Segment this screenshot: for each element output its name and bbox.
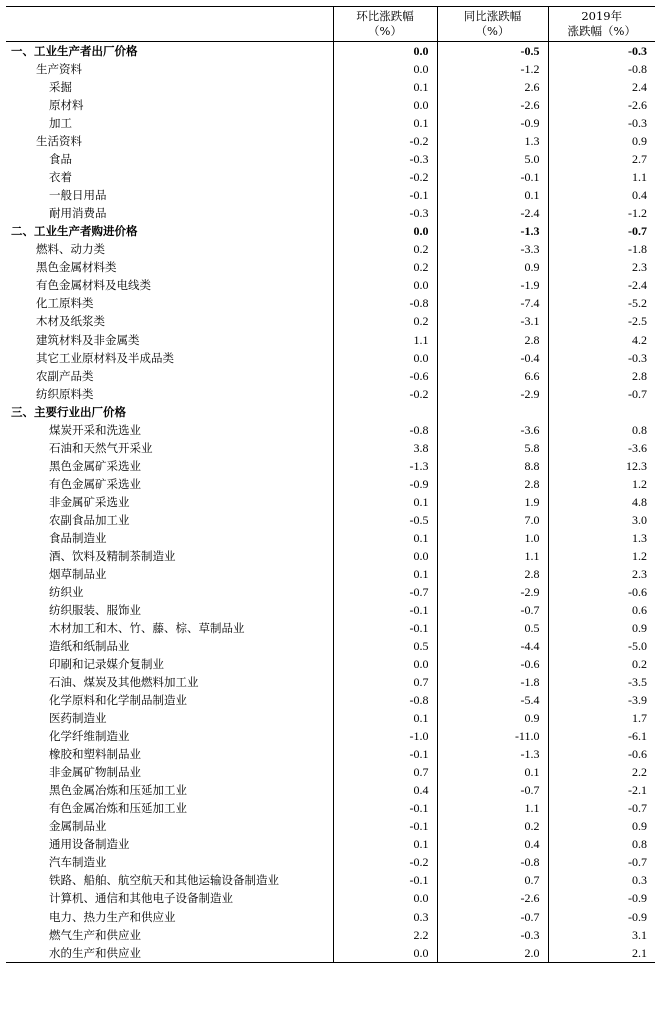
mom-value: 0.0 <box>333 889 437 907</box>
yoy-value: 1.0 <box>437 529 548 547</box>
mom-value: -0.8 <box>333 691 437 709</box>
table-body <box>6 42 655 963</box>
y2019-value: 3.1 <box>548 926 655 944</box>
table-row <box>6 637 655 655</box>
table-row <box>6 114 655 132</box>
table-row <box>6 529 655 547</box>
table-row <box>6 944 655 963</box>
mom-value: 0.0 <box>333 944 437 963</box>
mom-value: -0.1 <box>333 799 437 817</box>
y2019-value: 0.2 <box>548 655 655 673</box>
row-label: 化工原料类 <box>36 296 94 311</box>
yoy-value: -2.9 <box>437 385 548 403</box>
y2019-value: -0.7 <box>548 853 655 871</box>
y2019-value: 0.3 <box>548 871 655 889</box>
row-label: 加工 <box>49 116 72 131</box>
y2019-value: 1.2 <box>548 475 655 493</box>
yoy-value: -2.4 <box>437 204 548 222</box>
row-label: 建筑材料及非金属类 <box>36 332 140 347</box>
y2019-value: -0.7 <box>548 799 655 817</box>
yoy-value: -3.3 <box>437 240 548 258</box>
table-row <box>6 709 655 727</box>
y2019-value: -0.3 <box>548 114 655 132</box>
row-label: 非金属矿物制品业 <box>49 765 141 780</box>
y2019-value: -3.6 <box>548 439 655 457</box>
row-label: 其它工业原材料及半成品类 <box>36 350 174 365</box>
y2019-value: 1.2 <box>548 547 655 565</box>
table-row <box>6 457 655 475</box>
y2019-value: 2.7 <box>548 150 655 168</box>
table-row <box>6 619 655 637</box>
mom-value: -0.7 <box>333 583 437 601</box>
y2019-value: -2.1 <box>548 781 655 799</box>
mom-value: -0.2 <box>333 853 437 871</box>
mom-value: -0.1 <box>333 619 437 637</box>
y2019-value: -0.3 <box>548 42 655 61</box>
table-row <box>6 547 655 565</box>
yoy-value: 1.1 <box>437 799 548 817</box>
mom-value: 0.0 <box>333 276 437 294</box>
mom-value: 0.0 <box>333 655 437 673</box>
table-row <box>6 727 655 745</box>
table-row <box>6 294 655 312</box>
mom-value: 0.4 <box>333 781 437 799</box>
table-row <box>6 745 655 763</box>
row-label: 汽车制造业 <box>49 855 107 870</box>
yoy-value: 1.9 <box>437 493 548 511</box>
yoy-value: 1.3 <box>437 132 548 150</box>
mom-value: -0.1 <box>333 871 437 889</box>
y2019-value: 0.9 <box>548 817 655 835</box>
yoy-value: 0.1 <box>437 186 548 204</box>
row-label: 食品制造业 <box>49 530 107 545</box>
mom-value: 0.2 <box>333 240 437 258</box>
yoy-value: 5.8 <box>437 439 548 457</box>
mom-value: 0.7 <box>333 673 437 691</box>
row-label: 有色金属矿采选业 <box>49 476 141 491</box>
row-label: 生活资料 <box>36 134 82 149</box>
header-mom-line2: （%） <box>368 24 402 38</box>
row-label: 燃气生产和供应业 <box>49 927 141 942</box>
y2019-value: -6.1 <box>548 727 655 745</box>
y2019-value: 2.1 <box>548 944 655 963</box>
row-label: 非金属矿采选业 <box>49 494 130 509</box>
y2019-value: 2.8 <box>548 367 655 385</box>
yoy-value: 7.0 <box>437 511 548 529</box>
yoy-value: -0.7 <box>437 908 548 926</box>
y2019-value: -5.0 <box>548 637 655 655</box>
yoy-value: -1.9 <box>437 276 548 294</box>
table-row <box>6 655 655 673</box>
yoy-value: -11.0 <box>437 727 548 745</box>
y2019-value: 1.7 <box>548 709 655 727</box>
yoy-value: -0.8 <box>437 853 548 871</box>
table-row <box>6 204 655 222</box>
yoy-value: -0.6 <box>437 655 548 673</box>
row-label: 橡胶和塑料制品业 <box>49 747 141 762</box>
mom-value: 0.0 <box>333 349 437 367</box>
row-label: 农副产品类 <box>36 368 94 383</box>
mom-value: 0.1 <box>333 78 437 96</box>
row-label: 采掘 <box>49 80 72 95</box>
y2019-value: 2.4 <box>548 78 655 96</box>
yoy-value: 0.1 <box>437 763 548 781</box>
row-label: 酒、饮料及精制茶制造业 <box>49 548 176 563</box>
row-label: 有色金属材料及电线类 <box>36 278 151 293</box>
row-label: 烟草制品业 <box>49 566 107 581</box>
mom-value: -0.5 <box>333 511 437 529</box>
yoy-value: -1.3 <box>437 745 548 763</box>
mom-value: -0.2 <box>333 168 437 186</box>
mom-value: 0.1 <box>333 835 437 853</box>
table-row <box>6 150 655 168</box>
mom-value: 3.8 <box>333 439 437 457</box>
mom-value: 0.3 <box>333 908 437 926</box>
y2019-value: -2.4 <box>548 276 655 294</box>
row-label: 一、工业生产者出厂价格 <box>11 44 138 59</box>
row-label: 计算机、通信和其他电子设备制造业 <box>49 891 233 906</box>
yoy-value: 2.8 <box>437 331 548 349</box>
mom-value: -0.1 <box>333 745 437 763</box>
y2019-value: 0.4 <box>548 186 655 204</box>
table-row <box>6 276 655 294</box>
table-row <box>6 601 655 619</box>
mom-value: 0.0 <box>333 222 437 240</box>
yoy-value: -1.3 <box>437 222 548 240</box>
table-row <box>6 367 655 385</box>
row-label: 有色金属冶炼和压延加工业 <box>49 801 187 816</box>
table-row <box>6 331 655 349</box>
table-row <box>6 421 655 439</box>
mom-value: -0.6 <box>333 367 437 385</box>
y2019-value <box>548 403 655 421</box>
yoy-value: 2.0 <box>437 944 548 963</box>
yoy-value: -1.2 <box>437 60 548 78</box>
yoy-value: -0.4 <box>437 349 548 367</box>
y2019-value: 2.3 <box>548 565 655 583</box>
mom-value: 0.1 <box>333 493 437 511</box>
table-row <box>6 871 655 889</box>
mom-value: 0.1 <box>333 709 437 727</box>
table-row <box>6 799 655 817</box>
mom-value: -1.3 <box>333 457 437 475</box>
table-row <box>6 493 655 511</box>
y2019-value: -2.6 <box>548 96 655 114</box>
row-label: 化学纤维制造业 <box>49 729 130 744</box>
mom-value: 0.0 <box>333 42 437 61</box>
header-mom <box>333 7 437 42</box>
yoy-value: 5.0 <box>437 150 548 168</box>
table-row <box>6 889 655 907</box>
yoy-value: -2.6 <box>437 889 548 907</box>
mom-value: -0.1 <box>333 817 437 835</box>
yoy-value: 6.6 <box>437 367 548 385</box>
y2019-value: -0.9 <box>548 908 655 926</box>
y2019-value: -5.2 <box>548 294 655 312</box>
row-label: 原材料 <box>49 98 84 113</box>
yoy-value <box>437 403 548 421</box>
header-mom-line1: 环比涨跌幅 <box>356 9 414 23</box>
row-label: 耐用消费品 <box>49 206 107 221</box>
yoy-value: -0.9 <box>437 114 548 132</box>
header-2019-line1: 2019年 <box>581 9 623 23</box>
yoy-value: 1.1 <box>437 547 548 565</box>
table-row <box>6 763 655 781</box>
row-label: 一般日用品 <box>49 188 107 203</box>
row-label: 煤炭开采和洗选业 <box>49 422 141 437</box>
y2019-value: -0.7 <box>548 385 655 403</box>
row-label: 铁路、船舶、航空航天和其他运输设备制造业 <box>49 873 279 888</box>
header-2019 <box>548 7 655 42</box>
yoy-value: -0.7 <box>437 781 548 799</box>
mom-value: 0.1 <box>333 114 437 132</box>
row-label: 纺织原料类 <box>36 386 94 401</box>
yoy-value: 0.2 <box>437 817 548 835</box>
mom-value: 0.7 <box>333 763 437 781</box>
y2019-value: 4.2 <box>548 331 655 349</box>
table-row <box>6 78 655 96</box>
mom-value: 0.5 <box>333 637 437 655</box>
row-label: 水的生产和供应业 <box>49 945 141 960</box>
y2019-value: 4.8 <box>548 493 655 511</box>
y2019-value: 2.2 <box>548 763 655 781</box>
yoy-value: -4.4 <box>437 637 548 655</box>
table-row <box>6 222 655 240</box>
row-label: 黑色金属矿采选业 <box>49 458 141 473</box>
table-row <box>6 817 655 835</box>
table-row <box>6 168 655 186</box>
row-label: 食品 <box>49 152 72 167</box>
table-row <box>6 835 655 853</box>
row-label: 黑色金属冶炼和压延加工业 <box>49 783 187 798</box>
yoy-value: 0.9 <box>437 258 548 276</box>
row-label: 黑色金属材料类 <box>36 260 117 275</box>
row-label: 木材及纸浆类 <box>36 314 105 329</box>
mom-value: -0.9 <box>333 475 437 493</box>
mom-value: -1.0 <box>333 727 437 745</box>
header-yoy-line1: 同比涨跌幅 <box>463 9 522 23</box>
table-row <box>6 240 655 258</box>
y2019-value: -0.8 <box>548 60 655 78</box>
y2019-value: -1.2 <box>548 204 655 222</box>
y2019-value: -2.5 <box>548 312 655 330</box>
yoy-value: -0.7 <box>437 601 548 619</box>
y2019-value: 0.9 <box>548 619 655 637</box>
row-label: 金属制品业 <box>49 819 107 834</box>
row-label: 印刷和记录媒介复制业 <box>49 657 164 672</box>
yoy-value: 2.6 <box>437 78 548 96</box>
yoy-value: -7.4 <box>437 294 548 312</box>
mom-value: -0.2 <box>333 132 437 150</box>
table-row <box>6 312 655 330</box>
y2019-value: 3.0 <box>548 511 655 529</box>
mom-value: 0.0 <box>333 96 437 114</box>
table-row <box>6 403 655 421</box>
row-label: 农副食品加工业 <box>49 512 130 527</box>
row-label: 医药制造业 <box>49 711 107 726</box>
mom-value: -0.3 <box>333 150 437 168</box>
yoy-value: -2.6 <box>437 96 548 114</box>
table-row <box>6 908 655 926</box>
yoy-value: 2.8 <box>437 565 548 583</box>
ppi-table <box>6 6 655 963</box>
yoy-value: -0.3 <box>437 926 548 944</box>
y2019-value: -0.7 <box>548 222 655 240</box>
table-row <box>6 853 655 871</box>
mom-value: -0.2 <box>333 385 437 403</box>
row-label: 衣着 <box>49 170 72 185</box>
yoy-value: -0.1 <box>437 168 548 186</box>
yoy-value: -3.6 <box>437 421 548 439</box>
y2019-value: 1.1 <box>548 168 655 186</box>
mom-value: -0.8 <box>333 421 437 439</box>
header-item <box>6 7 333 42</box>
y2019-value: -0.3 <box>548 349 655 367</box>
y2019-value: 0.8 <box>548 835 655 853</box>
yoy-value: -1.8 <box>437 673 548 691</box>
mom-value: 2.2 <box>333 926 437 944</box>
table-row <box>6 781 655 799</box>
y2019-value: -1.8 <box>548 240 655 258</box>
y2019-value: 12.3 <box>548 457 655 475</box>
mom-value: 0.0 <box>333 60 437 78</box>
y2019-value: -3.9 <box>548 691 655 709</box>
table-row <box>6 96 655 114</box>
y2019-value: -0.6 <box>548 745 655 763</box>
header-yoy <box>437 7 548 42</box>
table-row <box>6 60 655 78</box>
mom-value: -0.1 <box>333 601 437 619</box>
table-row <box>6 186 655 204</box>
mom-value: -0.1 <box>333 186 437 204</box>
table-row <box>6 673 655 691</box>
table-row <box>6 132 655 150</box>
yoy-value: -2.9 <box>437 583 548 601</box>
mom-value: -0.3 <box>333 204 437 222</box>
yoy-value: -3.1 <box>437 312 548 330</box>
y2019-value: 0.6 <box>548 601 655 619</box>
table-row <box>6 691 655 709</box>
y2019-value: 0.9 <box>548 132 655 150</box>
row-label: 电力、热力生产和供应业 <box>49 909 176 924</box>
header-2019-line2: 涨跌幅（%） <box>567 24 636 38</box>
mom-value: 0.2 <box>333 258 437 276</box>
mom-value: 0.1 <box>333 529 437 547</box>
table-row <box>6 349 655 367</box>
table-row <box>6 511 655 529</box>
y2019-value: 2.3 <box>548 258 655 276</box>
row-label: 化学原料和化学制品制造业 <box>49 693 187 708</box>
row-label: 石油、煤炭及其他燃料加工业 <box>49 675 199 690</box>
row-label: 木材加工和木、竹、藤、棕、草制品业 <box>49 621 245 636</box>
yoy-value: 0.5 <box>437 619 548 637</box>
yoy-value: -5.4 <box>437 691 548 709</box>
mom-value: 1.1 <box>333 331 437 349</box>
mom-value: 0.0 <box>333 547 437 565</box>
table-row <box>6 565 655 583</box>
row-label: 纺织服装、服饰业 <box>49 602 141 617</box>
table-row <box>6 385 655 403</box>
mom-value: 0.2 <box>333 312 437 330</box>
table-header-row <box>6 7 655 42</box>
y2019-value: 1.3 <box>548 529 655 547</box>
yoy-value: 0.4 <box>437 835 548 853</box>
yoy-value: 0.9 <box>437 709 548 727</box>
row-label: 纺织业 <box>49 584 84 599</box>
table-row <box>6 42 655 61</box>
y2019-value: -0.6 <box>548 583 655 601</box>
y2019-value: 0.8 <box>548 421 655 439</box>
yoy-value: 0.7 <box>437 871 548 889</box>
row-label: 石油和天然气开采业 <box>49 440 153 455</box>
table-row <box>6 926 655 944</box>
row-label: 二、工业生产者购进价格 <box>11 224 138 239</box>
table-row <box>6 258 655 276</box>
row-label: 生产资料 <box>36 62 82 77</box>
y2019-value: -3.5 <box>548 673 655 691</box>
header-yoy-line2: （%） <box>475 24 510 38</box>
table-row <box>6 439 655 457</box>
mom-value: 0.1 <box>333 565 437 583</box>
row-label: 燃料、动力类 <box>36 242 105 257</box>
mom-value: -0.8 <box>333 294 437 312</box>
y2019-value: -0.9 <box>548 889 655 907</box>
yoy-value: 2.8 <box>437 475 548 493</box>
mom-value <box>333 403 437 421</box>
row-label: 通用设备制造业 <box>49 837 130 852</box>
table-row <box>6 583 655 601</box>
table-row <box>6 475 655 493</box>
row-label: 造纸和纸制品业 <box>49 639 130 654</box>
row-label: 三、主要行业出厂价格 <box>11 404 126 419</box>
yoy-value: 8.8 <box>437 457 548 475</box>
yoy-value: -0.5 <box>437 42 548 61</box>
